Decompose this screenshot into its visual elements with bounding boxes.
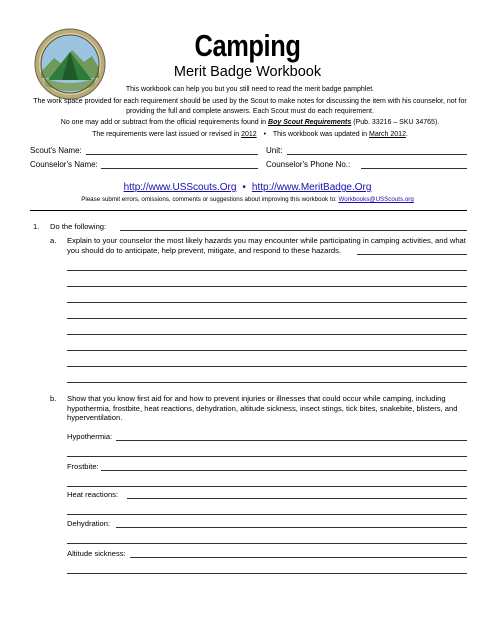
- counselor-name-label: Counselor's Name:: [30, 160, 98, 169]
- scout-name-label: Scout's Name:: [30, 146, 82, 155]
- heat-reactions-answer-line[interactable]: [127, 498, 467, 499]
- altitude-sickness-label: Altitude sickness:: [67, 549, 126, 558]
- answer-line[interactable]: [67, 286, 467, 287]
- hypothermia-answer-line[interactable]: [116, 440, 467, 441]
- requirement-1a-text: Explain to your counselor the most likely hazards you may encounter while participating in camping activities, and what you should do to anticipate, help prevent, mitigate, and respond to these hazards.: [67, 236, 466, 255]
- feedback-note: Please submit errors, omissions, comments or suggestions about improving this workbook to: Workbooks@USScouts.org: [81, 196, 414, 203]
- frostbite-answer-line[interactable]: [101, 470, 467, 471]
- answer-line[interactable]: [67, 382, 467, 383]
- unit-label: Unit:: [266, 146, 283, 155]
- answer-line[interactable]: [67, 543, 467, 544]
- answer-line[interactable]: [67, 486, 467, 487]
- email-link[interactable]: Workbooks@USScouts.org: [338, 196, 414, 203]
- requirement-1-number: 1.: [33, 222, 40, 231]
- answer-line[interactable]: [67, 302, 467, 303]
- answer-line[interactable]: [67, 456, 467, 457]
- answer-line[interactable]: [67, 514, 467, 515]
- page-subtitle: Merit Badge Workbook: [173, 64, 322, 80]
- scout-name-field[interactable]: [86, 154, 258, 155]
- requirement-1-text: Do the following:: [50, 222, 107, 231]
- requirement-1a-letter: a.: [50, 236, 57, 245]
- counselor-phone-label: Counselor's Phone No.:: [266, 160, 351, 169]
- answer-line[interactable]: [67, 573, 467, 574]
- workspace-note: The work space provided for each requirement should be used by the Scout to make notes for discussing the item with his counselor, not for providing the full and complete answers. Each Scout must do each requirement.: [33, 98, 467, 115]
- requirements-book-title: Boy Scout Requirements: [268, 119, 352, 126]
- answer-line[interactable]: [67, 318, 467, 319]
- dehydration-label: Dehydration:: [67, 519, 111, 528]
- requirement-1b-text: Show that you know first aid for and how to prevent injuries or illnesses that could occur while camping, including hypothermia, frostbite, heat reactions, dehydration, altitude sickness, insect stings, tick bites, snakebite, blisters, and hyperventilation.: [67, 394, 458, 423]
- intro-note: This workbook can help you but you still need to read the merit badge pamphlet.: [125, 86, 375, 93]
- section-divider: [30, 210, 467, 211]
- counselor-name-field[interactable]: [101, 168, 258, 169]
- requirement-1b-letter: b.: [50, 394, 57, 403]
- dehydration-answer-line[interactable]: [116, 527, 467, 528]
- meritbadge-link[interactable]: http://www.MeritBadge.Org: [251, 182, 372, 193]
- answer-line[interactable]: [67, 270, 467, 271]
- usscouts-link[interactable]: http://www.USScouts.Org: [123, 182, 237, 193]
- answer-line[interactable]: [67, 334, 467, 335]
- requirement-1-answer-line[interactable]: [120, 230, 467, 231]
- frostbite-label: Frostbite:: [67, 462, 99, 471]
- altitude-sickness-answer-line[interactable]: [130, 557, 467, 558]
- revision-note: The requirements were last issued or revised in 2012 • This workbook was updated in March 2012.: [92, 131, 408, 138]
- website-links: http://www.USScouts.Org • http://www.MeritBadge.Org: [123, 182, 372, 193]
- page-title: Camping: [194, 28, 301, 63]
- heat-reactions-label: Heat reactions:: [67, 490, 119, 499]
- answer-line[interactable]: [67, 366, 467, 367]
- counselor-phone-field[interactable]: [361, 168, 467, 169]
- requirement-1a-answer-line[interactable]: [357, 254, 467, 255]
- unit-field[interactable]: [287, 154, 467, 155]
- hypothermia-label: Hypothermia:: [67, 432, 113, 441]
- answer-line[interactable]: [67, 350, 467, 351]
- requirements-note: No one may add or subtract from the official requirements found in Boy Scout Requirements (Pub. 33216 – SKU 34765).: [60, 119, 440, 126]
